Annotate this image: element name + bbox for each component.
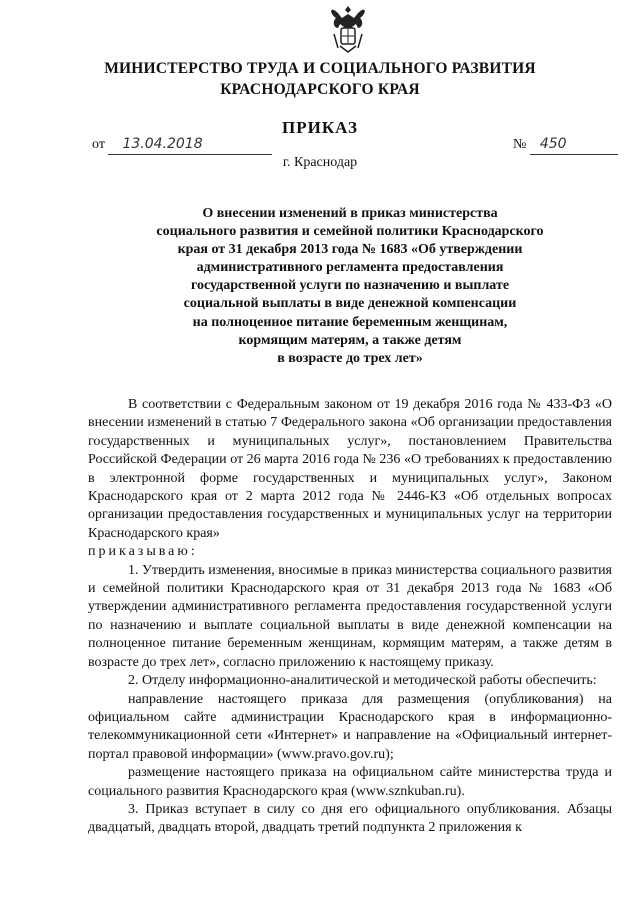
ministry-line-2: КРАСНОДАРСКОГО КРАЯ [220, 81, 420, 98]
subject-line: административного регламента предоставления [196, 260, 504, 276]
subject-line: О внесении изменений в приказ министерства [202, 206, 498, 221]
number-prefix: № [513, 137, 527, 152]
order-title: ПРИКАЗ [282, 118, 358, 137]
body-paragraph: размещение настоящего приказа на официальном сайте министерства труда и социального развития Краснодарского края (www.sznkuban.ru). [88, 765, 612, 799]
body-paragraph: 2. Отделу информационно-аналитической и методической работы обеспечить: [128, 673, 597, 689]
order-body [88, 396, 612, 838]
order-number [513, 136, 618, 155]
subject-line: государственной услуги по назначению и выплате [190, 278, 510, 294]
order-subject [110, 205, 590, 368]
subject-line: социального развития и семейной политики Краснодарского [156, 224, 544, 240]
order-date [92, 136, 272, 155]
subject-line: в возрасте до трех лет» [277, 350, 423, 366]
body-paragraph: 3. Приказ вступает в силу со дня его официального опубликования. Абзацы двадцатый, двадцать второй, двадцать третий подпункта 2 приложения к [88, 801, 612, 836]
subject-line: края от 31 декабря 2013 года № 1683 «Об утверждении [177, 242, 523, 258]
order-directive: приказываю: [88, 544, 198, 560]
number-value: 450 [530, 136, 618, 155]
date-prefix: от [92, 137, 105, 152]
subject-line: на полноценное питание беременным женщинам, [192, 314, 508, 330]
coat-of-arms-emblem [328, 4, 368, 54]
subject-line: кормящим матерям, а также детям [238, 332, 462, 348]
ministry-line-1: МИНИСТЕРСТВО ТРУДА И СОЦИАЛЬНОГО РАЗВИТИЯ [104, 60, 536, 77]
subject-line: социальной выплаты в виде денежной компенсации [183, 296, 517, 312]
date-value: 13.04.2018 [108, 136, 272, 155]
ministry-name [0, 58, 640, 100]
city: г. Краснодар [282, 155, 358, 170]
body-paragraph: направление настоящего приказа для размещения (опубликования) на официальном сайте администрации Краснодарского края в информационно-телекоммуникационной сети «Интернет» и направление на «Официальный интернет-портал правовой информации» (www.pravo.gov.ru); [88, 691, 612, 762]
body-paragraph: В соответствии с Федеральным законом от 19 декабря 2016 года № 433-ФЗ «О внесении изменений в статью 7 Федерального закона «Об организации предоставления государственных и муниципальных услуг», постановлением Правительства Российской Федерации от 26 марта 2016 года № 236 «О требованиях к предоставлению в электронной форме государственных и муниципальных услуг», Законом Краснодарского края от 2 марта 2012 года № 2446-КЗ «Об отдельных вопросах организации предоставления государственных и муниципальных услуг на территории Краснодарского края» [88, 397, 612, 541]
body-paragraph: 1. Утвердить изменения, вносимые в приказ министерства социального развития и семейной политики Краснодарского края от 31 декабря 2013 года № 1683 «Об утверждении административного регламента предоставления государственной услуги по назначению и выплате социальной выплаты в виде денежной компенсации на полноценное питание беременным женщинам, кормящим матерям, а также детям в возрасте до трех лет», согласно приложению к настоящему приказу. [88, 562, 612, 670]
